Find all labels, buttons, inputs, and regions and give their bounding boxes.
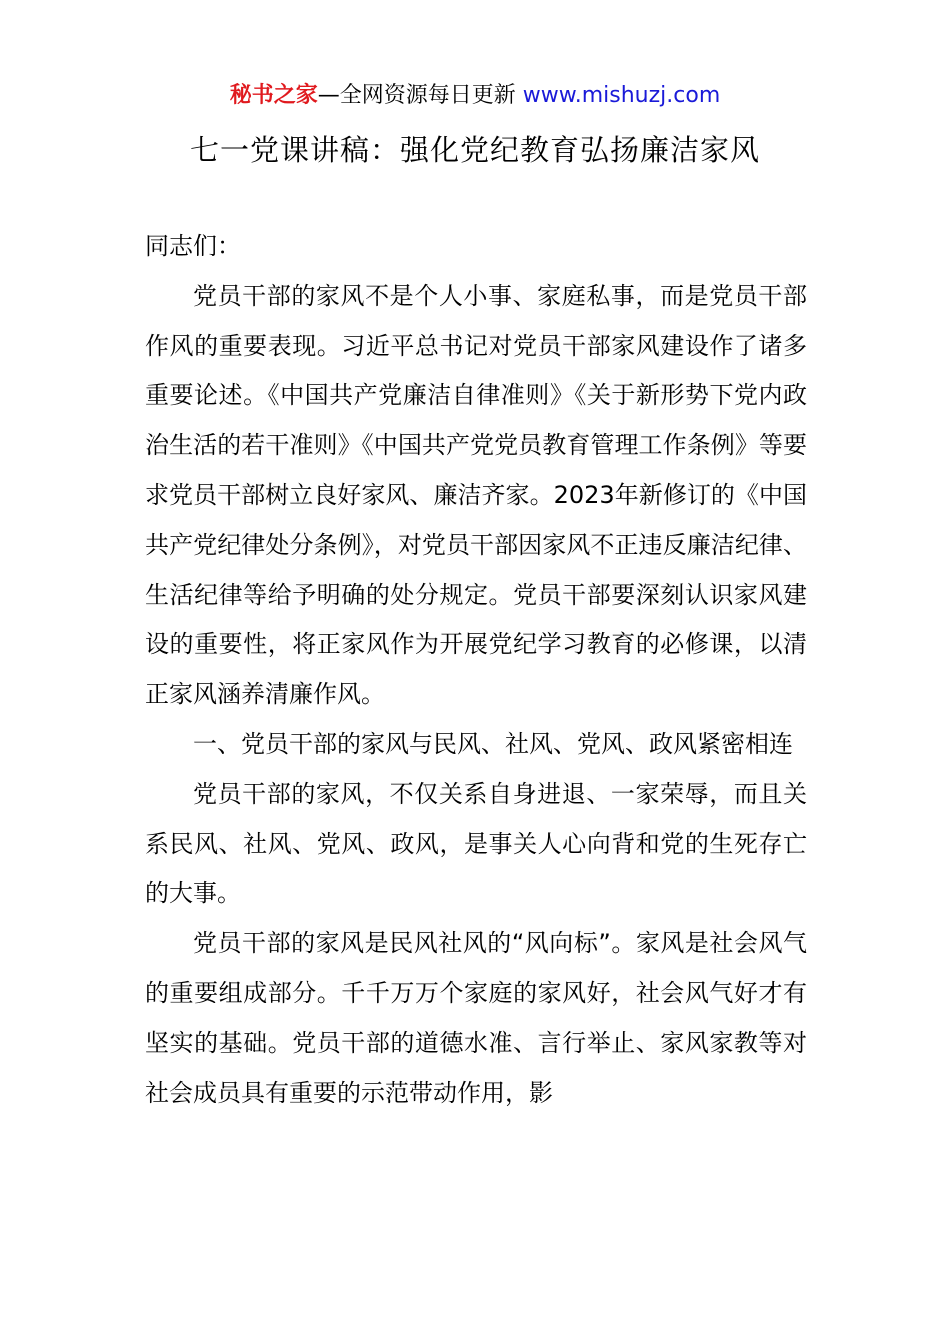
paragraph-intro: 党员干部的家风不是个人小事、家庭私事，而是党员干部作风的重要表现。习近平总书记对党员干部家风建设作了诸多重要论述。《中国共产党廉洁自律准则》《关于新形势下党内政治生活的若干准则》《中国共产党党员教育管理工作条例》等要求党员干部树立良好家风、廉洁齐家。2023年新修订的《中国共产党纪律处分条例》，对党员干部因家风不正违反廉洁纪律、生活纪律等给予明确的处分规定。党员干部要深刻认识家风建设的重要性，将正家风作为开展党纪学习教育的必修课，以清正家风涵养清廉作风。	[145, 281, 807, 709]
section-heading-1: 一、党员干部的家风与民风、社风、党风、政风紧密相连	[193, 729, 793, 758]
document-title: 七一党课讲稿：强化党纪教育弘扬廉洁家风	[189, 133, 760, 167]
salutation: 同志们：	[145, 232, 241, 260]
site-brand: 秘书之家	[229, 83, 318, 108]
paragraph-section-1: 党员干部的家风，不仅关系自身进退、一家荣辱，而且关系民风、社风、党风、政风，是事关人心向背和党的生死存亡的大事。	[145, 779, 807, 908]
site-url-link[interactable]: www.mishuzj.com	[522, 83, 721, 108]
site-header	[0, 80, 950, 112]
document-body	[145, 222, 807, 1118]
site-tagline: —全网资源每日更新	[317, 83, 523, 108]
paragraph-wind-vane: 党员干部的家风是民风社风的“风向标”。家风是社会风气的重要组成部分。千千万万个家庭的家风好，社会风气好才有坚实的基础。党员干部的道德水准、言行举止、家风家教等对社会成员具有重要的示范带动作用，影	[145, 929, 807, 1107]
